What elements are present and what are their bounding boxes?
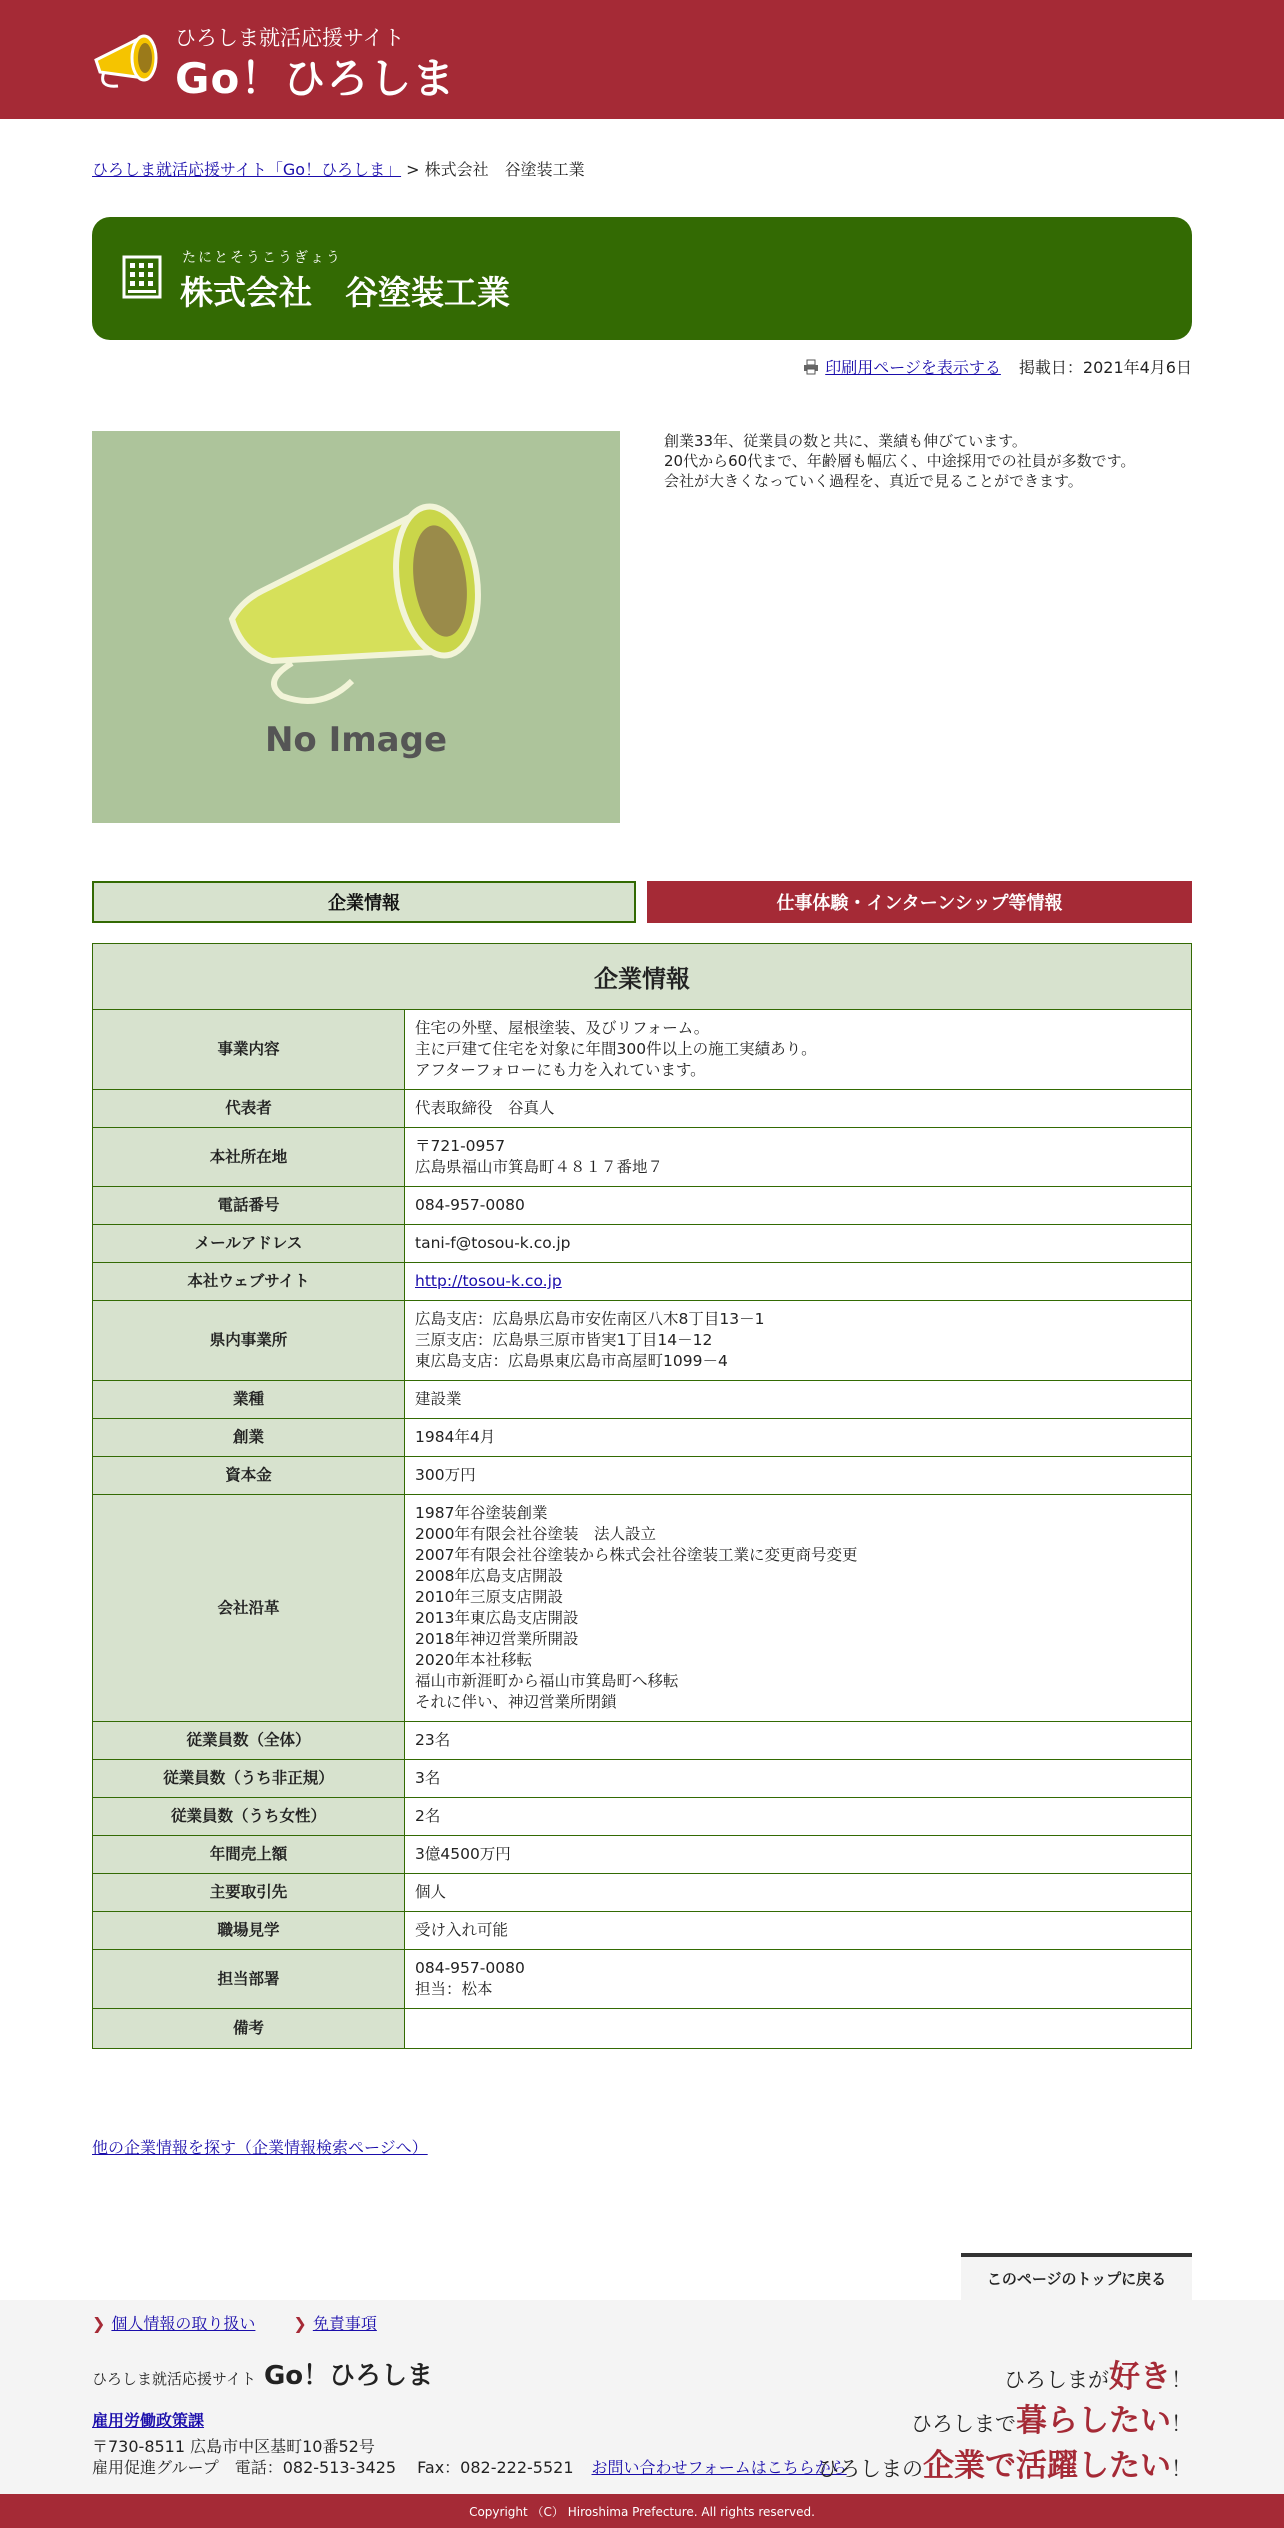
company-intro: 創業33年、従業員の数と共に、業績も伸びています。 20代から60代まで、年齢層も幅広く、中途採用での社員が多数です。 会社が大きくなっていく過程を、真近で見ることができます。 bbox=[664, 432, 1136, 490]
table-row bbox=[93, 1836, 1192, 1874]
row-label: 年間売上額 bbox=[93, 1836, 405, 1874]
company-image-placeholder bbox=[92, 431, 620, 823]
footer-contact-line bbox=[92, 2455, 847, 2478]
breadcrumb-separator: > bbox=[401, 160, 425, 179]
row-label: 本社所在地 bbox=[93, 1128, 405, 1187]
table-row bbox=[93, 1457, 1192, 1495]
row-value: 084-957-0080 bbox=[405, 1187, 1192, 1225]
privacy-link[interactable]: 個人情報の取り扱い bbox=[111, 2314, 256, 2333]
tab-internship[interactable]: 仕事体験・インターンシップ等情報 bbox=[647, 881, 1192, 923]
slogan-2 bbox=[911, 2395, 1192, 2440]
site-logo-text[interactable]: Go！ひろしま bbox=[175, 54, 456, 103]
slogan-3-post: ！ bbox=[1171, 2457, 1192, 2481]
row-label: 従業員数（うち女性） bbox=[93, 1798, 405, 1836]
table-row bbox=[93, 1010, 1192, 1090]
row-value: 個人 bbox=[405, 1874, 1192, 1912]
slogan-2-post: ！ bbox=[1171, 2412, 1192, 2436]
table-row bbox=[93, 1874, 1192, 1912]
breadcrumb-current: 株式会社 谷塗装工業 bbox=[424, 160, 585, 179]
company-name: 株式会社 谷塗装工業 bbox=[180, 273, 510, 312]
table-row bbox=[93, 2009, 1192, 2049]
table-row bbox=[93, 1090, 1192, 1128]
row-label: 代表者 bbox=[93, 1090, 405, 1128]
row-value bbox=[405, 1263, 1192, 1301]
row-label: メールアドレス bbox=[93, 1225, 405, 1263]
row-value: 300万円 bbox=[405, 1457, 1192, 1495]
disclaimer-link[interactable]: 免責事項 bbox=[312, 2314, 377, 2333]
row-label: 資本金 bbox=[93, 1457, 405, 1495]
slogan-1-em: 好き bbox=[1109, 2359, 1171, 2395]
row-value: 建設業 bbox=[405, 1381, 1192, 1419]
publish-date: 掲載日：2021年4月6日 bbox=[1018, 358, 1192, 377]
printer-icon bbox=[803, 359, 819, 375]
row-label: 事業内容 bbox=[93, 1010, 405, 1090]
footer-links bbox=[92, 2311, 377, 2334]
row-value: 2名 bbox=[405, 1798, 1192, 1836]
company-info-table bbox=[92, 943, 1192, 2049]
table-row bbox=[93, 1301, 1192, 1381]
breadcrumb-home-link[interactable]: ひろしま就活応援サイト「Go！ひろしま」 bbox=[92, 160, 402, 179]
row-value: 代表取締役 谷真人 bbox=[405, 1090, 1192, 1128]
row-label: 従業員数（うち非正規） bbox=[93, 1760, 405, 1798]
breadcrumb bbox=[92, 157, 585, 180]
slogan-1-pre: ひろしまが bbox=[1004, 2368, 1109, 2392]
no-image-label: No Image bbox=[264, 720, 448, 760]
footer-tel-fax: 雇用促進グループ 電話：082-513-3425 Fax：082-222-5521 bbox=[92, 2458, 574, 2477]
row-label: 主要取引先 bbox=[93, 1874, 405, 1912]
table-row bbox=[93, 1722, 1192, 1760]
row-label: 県内事業所 bbox=[93, 1301, 405, 1381]
row-label: 電話番号 bbox=[93, 1187, 405, 1225]
print-row bbox=[803, 355, 1192, 378]
building-icon bbox=[122, 255, 162, 299]
site-subtitle: ひろしま就活応援サイト bbox=[175, 26, 405, 50]
site-header bbox=[0, 0, 1284, 119]
row-value: 1987年谷塗装創業 2000年有限会社谷塗装 法人設立 2007年有限会社谷塗装から株式会社谷塗装工業に変更商号変更 2008年広島支店開設 2010年三原支店開設 2013年東広島支店開設 2018年神辺営業所開設 2020年本社移転 福山市新涯町から福山市箕島町へ移転 それに伴い、神辺営業所閉鎖 bbox=[405, 1495, 1192, 1722]
table-row bbox=[93, 1798, 1192, 1836]
row-value: 1984年4月 bbox=[405, 1419, 1192, 1457]
back-to-top-button[interactable]: このページのトップに戻る bbox=[961, 2253, 1192, 2300]
chevron-right-icon: ❯ bbox=[293, 2314, 307, 2333]
slogan-1 bbox=[1004, 2351, 1192, 2396]
row-value: 受け入れ可能 bbox=[405, 1912, 1192, 1950]
company-name-ruby: たにとそうこうぎょう bbox=[182, 250, 342, 266]
table-row bbox=[93, 1225, 1192, 1263]
table-row bbox=[93, 1187, 1192, 1225]
table-row bbox=[93, 1381, 1192, 1419]
row-label: 創業 bbox=[93, 1419, 405, 1457]
row-value: 〒721-0957 広島県福山市箕島町４８１７番地７ bbox=[405, 1128, 1192, 1187]
tab-company-info[interactable]: 企業情報 bbox=[92, 881, 636, 923]
table-caption: 企業情報 bbox=[93, 944, 1192, 1010]
row-label: 職場見学 bbox=[93, 1912, 405, 1950]
row-value: 3名 bbox=[405, 1760, 1192, 1798]
table-row bbox=[93, 1760, 1192, 1798]
slogan-3-pre: ひろしまの bbox=[818, 2457, 923, 2481]
table-row bbox=[93, 1950, 1192, 2009]
row-label: 業種 bbox=[93, 1381, 405, 1419]
megaphone-placeholder-icon bbox=[92, 431, 620, 823]
row-value bbox=[405, 2009, 1192, 2049]
slogan-3-em: 企業で活躍したい bbox=[923, 2448, 1171, 2484]
row-label: 担当部署 bbox=[93, 1950, 405, 2009]
slogan-2-em: 暮らしたい bbox=[1016, 2403, 1171, 2439]
row-label: 本社ウェブサイト bbox=[93, 1263, 405, 1301]
table-row bbox=[93, 1495, 1192, 1722]
slogan-3 bbox=[818, 2440, 1192, 2485]
row-value: 084-957-0080 担当：松本 bbox=[405, 1950, 1192, 2009]
row-label: 従業員数（全体） bbox=[93, 1722, 405, 1760]
search-other-companies-link[interactable]: 他の企業情報を探す（企業情報検索ページへ） bbox=[92, 2138, 428, 2157]
contact-form-link[interactable]: お問い合わせフォームはこちらから bbox=[591, 2458, 847, 2477]
row-value: 3億4500万円 bbox=[405, 1836, 1192, 1874]
table-row bbox=[93, 1419, 1192, 1457]
megaphone-icon[interactable] bbox=[90, 30, 164, 94]
row-value: 23名 bbox=[405, 1722, 1192, 1760]
footer-site-name bbox=[92, 2355, 433, 2392]
company-title-box bbox=[92, 217, 1192, 340]
row-label: 備考 bbox=[93, 2009, 405, 2049]
print-page-link[interactable]: 印刷用ページを表示する bbox=[825, 358, 1001, 377]
row-value: tani-f@tosou-k.co.jp bbox=[405, 1225, 1192, 1263]
copyright: Copyright （C） Hiroshima Prefecture. All rights reserved. bbox=[0, 2494, 1284, 2528]
row-label: 会社沿革 bbox=[93, 1495, 405, 1722]
row-value: 住宅の外壁、屋根塗装、及びリフォーム。 主に戸建て住宅を対象に年間300件以上の施工実績あり。 アフターフォローにも力を入れています。 bbox=[405, 1010, 1192, 1090]
table-row bbox=[93, 1128, 1192, 1187]
slogan-2-pre: ひろしまで bbox=[911, 2412, 1016, 2436]
chevron-right-icon: ❯ bbox=[92, 2314, 106, 2333]
table-row bbox=[93, 1912, 1192, 1950]
company-website-link[interactable]: http://tosou-k.co.jp bbox=[415, 1272, 562, 1290]
footer-site-small: ひろしま就活応援サイト bbox=[92, 2370, 256, 2388]
footer-address: 〒730-8511 広島市中区基町10番52号 bbox=[92, 2437, 375, 2456]
slogan-1-post: ！ bbox=[1171, 2368, 1192, 2392]
row-value: 広島支店：広島県広島市安佐南区八木8丁目13－1 三原支店：広島県三原市皆実1丁目14－12 東広島支店：広島県東広島市高屋町1099－4 bbox=[405, 1301, 1192, 1381]
footer-site-big: Go！ひろしま bbox=[263, 2361, 434, 2391]
department-link[interactable]: 雇用労働政策課 bbox=[92, 2411, 205, 2430]
table-row bbox=[93, 1263, 1192, 1301]
